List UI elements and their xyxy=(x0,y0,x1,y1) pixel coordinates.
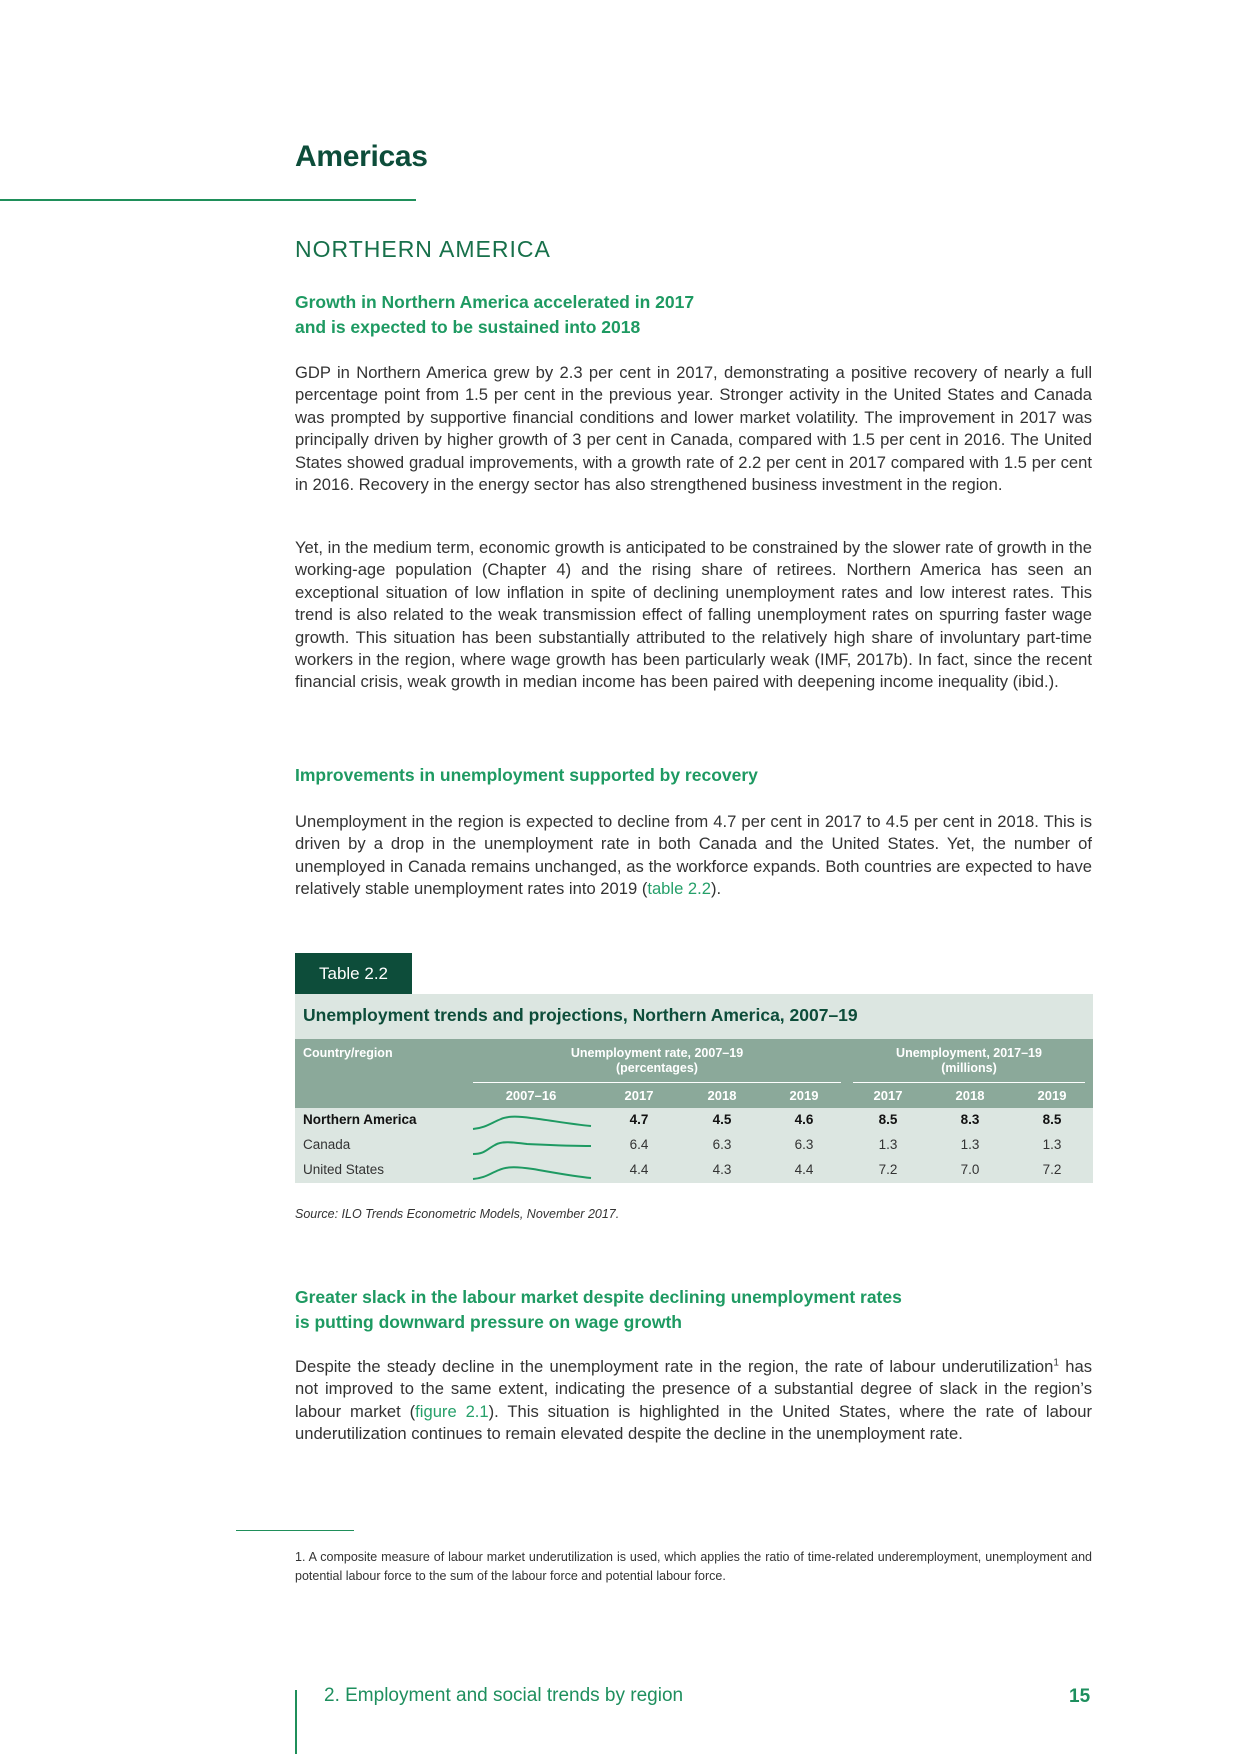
cell-us-count-2018: 7.0 xyxy=(960,1162,980,1177)
header-rule-rate xyxy=(473,1082,841,1083)
year-count-2018: 2018 xyxy=(955,1088,985,1103)
slack-paragraph xyxy=(295,1356,1092,1446)
footnote-divider xyxy=(236,1530,354,1531)
growth-heading xyxy=(295,290,1015,340)
col-group-rate xyxy=(473,1046,841,1076)
col-group-count-line-1: Unemployment, 2017–19 xyxy=(896,1046,1042,1060)
cell-na-rate-2017: 4.7 xyxy=(629,1112,649,1127)
sparkline-canada xyxy=(471,1136,593,1158)
cell-us-count-2017: 7.2 xyxy=(878,1162,898,1177)
row-label-canada: Canada xyxy=(303,1137,351,1152)
slack-heading xyxy=(295,1285,1015,1335)
table-2-2-link[interactable]: table 2.2 xyxy=(647,879,712,899)
growth-paragraph-1: GDP in Northern America grew by 2.3 per cent in 2017, demonstrating a positive recovery of nearly a full percentage point from 1.5 per cent in the previous year. Stronger activity in the United States and Canada was prompted by supportive financial conditions and lower market volatility. The improvement in 2017 was principally driven by higher growth of 3 per cent in Canada, compared with 1.5 per cent in 2016. The United States showed gradual improvements, with a growth rate of 2.2 per cent in 2017 compared with 1.5 per cent in 2016. Recovery in the energy sector has also strengthened business investment in the region. xyxy=(295,363,1092,495)
section-divider xyxy=(0,199,416,201)
footnote-1: 1. A composite measure of labour market underutilization is used, which applies the ratio of time-related underemployment, unemployment and potential labour force to the sum of the labour force and potential labour force. xyxy=(295,1550,1092,1583)
page-number: 15 xyxy=(1069,1686,1091,1707)
cell-us-rate-2018: 4.3 xyxy=(712,1162,732,1177)
cell-na-rate-2018: 4.5 xyxy=(712,1112,732,1127)
cell-ca-count-2017: 1.3 xyxy=(878,1137,898,1152)
unemployment-paragraph-end: ). xyxy=(711,879,722,899)
year-rate-2018: 2018 xyxy=(707,1088,737,1103)
unemployment-paragraph-text: Unemployment in the region is expected to decline from 4.7 per cent in 2017 to 4.5 per cent in 2018. This is driven by a drop in the unemployment rate in both Canada and the United States. Yet, the number of unemployed in Canada remains unchanged, as the workforce expands. Both countries are expected to have relatively stable unemployment rates into 2019 ( xyxy=(295,812,1092,899)
sparkline-united-states xyxy=(471,1161,593,1183)
cell-na-count-2018: 8.3 xyxy=(960,1112,980,1127)
cell-us-count-2019: 7.2 xyxy=(1042,1162,1062,1177)
table-title: Unemployment trends and projections, Northern America, 2007–19 xyxy=(303,1005,858,1025)
region-title: NORTHERN AMERICA xyxy=(295,236,551,262)
slack-heading-line-2: is putting downward pressure on wage growth xyxy=(295,1312,682,1332)
year-count-2017: 2017 xyxy=(873,1088,903,1103)
cell-na-count-2017: 8.5 xyxy=(878,1112,898,1127)
col-group-count-line-2: (millions) xyxy=(941,1061,997,1075)
footnote-ref-1[interactable]: 1 xyxy=(1053,1357,1059,1369)
cell-us-rate-2017: 4.4 xyxy=(629,1162,649,1177)
slack-heading-line-1: Greater slack in the labour market despite declining unemployment rates xyxy=(295,1287,902,1307)
cell-ca-count-2018: 1.3 xyxy=(960,1137,980,1152)
footer-chapter: 2. Employment and social trends by region xyxy=(324,1685,684,1706)
slack-paragraph-text: Despite the steady decline in the unemployment rate in the region, the rate of labour underutilization xyxy=(295,1357,1054,1376)
slack-paragraph-text-2: has not improved to the same extent, indicating the presence of a substantial degree of slack in the region’s labour market ( xyxy=(295,1357,1092,1421)
table-source: Source: ILO Trends Econometric Models, November 2017. xyxy=(295,1207,620,1221)
cell-na-count-2019: 8.5 xyxy=(1042,1112,1062,1127)
cell-ca-count-2019: 1.3 xyxy=(1042,1137,1062,1152)
figure-2-1-link[interactable]: figure 2.1 xyxy=(415,1401,489,1421)
col-group-rate-line-2: (percentages) xyxy=(616,1061,698,1075)
footer-divider xyxy=(295,1690,297,1754)
table-tab-label: Table 2.2 xyxy=(295,953,412,994)
cell-ca-rate-2019: 6.3 xyxy=(794,1137,814,1152)
col-group-rate-line-1: Unemployment rate, 2007–19 xyxy=(570,1046,744,1060)
cell-us-rate-2019: 4.4 xyxy=(794,1162,814,1177)
cell-na-rate-2019: 4.6 xyxy=(794,1112,814,1127)
year-rate-2019: 2019 xyxy=(789,1088,819,1103)
unemployment-heading: Improvements in unemployment supported by recovery xyxy=(295,765,758,785)
row-label-united-states: United States xyxy=(303,1162,385,1177)
growth-heading-line-1: Growth in Northern America accelerated in 2017 xyxy=(295,292,695,312)
row-label-northern-america: Northern America xyxy=(303,1112,417,1127)
col-group-count xyxy=(853,1046,1085,1076)
sparkline-northern-america xyxy=(471,1111,593,1133)
cell-ca-rate-2018: 6.3 xyxy=(712,1137,732,1152)
growth-paragraph-2: Yet, in the medium term, economic growth is anticipated to be constrained by the slower rate of growth in the working-age population (Chapter 4) and the rising share of retirees. Northern America has seen an exceptional situation of low inflation in spite of declining unemployment rates and low interest rates. This trend is also related to the weak transmission effect of falling unemployment rates on spurring faster wage growth. This situation has been substantially attributed to the relatively high share of involuntary part-time workers in the region, where wage growth has been particularly weak (IMF, 2017b). In fact, since the recent financial crisis, weak growth in median income has been paired with deepening income inequality (ibid.). xyxy=(295,538,1092,692)
header-rule-count xyxy=(853,1082,1085,1083)
growth-heading-line-2: and is expected to be sustained into 2018 xyxy=(295,317,641,337)
section-title: Americas xyxy=(295,140,428,173)
year-rate-2017: 2017 xyxy=(624,1088,654,1103)
slack-paragraph-end: ). This situation is highlighted in the United States, where the rate of labour underutilization continues to remain elevated despite the decline in the unemployment rate. xyxy=(295,1401,1093,1444)
cell-ca-rate-2017: 6.4 xyxy=(629,1137,649,1152)
col-header-country: Country/region xyxy=(303,1046,393,1060)
year-2007-16: 2007–16 xyxy=(505,1088,557,1103)
year-count-2019: 2019 xyxy=(1037,1088,1067,1103)
unemployment-paragraph xyxy=(295,811,1092,901)
